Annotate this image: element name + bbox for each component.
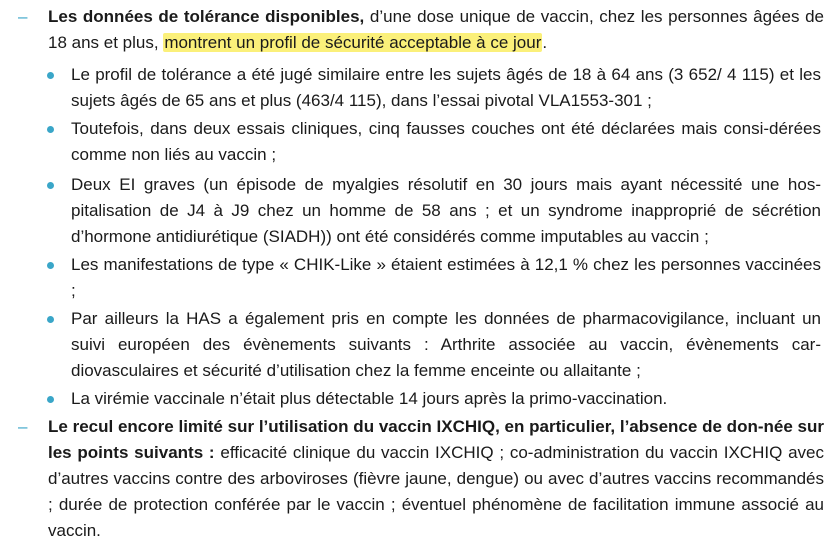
item-text: d’une dose unique de vaccin, chez les personnes âgées de 18 ans et plus,: [48, 7, 824, 52]
bullet-dot-icon: [47, 262, 54, 269]
dash-marker: –: [18, 417, 28, 436]
item-bold-heading: Les données de tolérance disponibles,: [48, 7, 365, 26]
sub-item-text: Toutefois, dans deux essais cliniques, cinq fausses couches ont été déclarées mais consi-dérées comme non liés au vaccin ;: [71, 119, 821, 164]
highlighted-text: montrent un profil de sécurité acceptable à ce jour: [164, 33, 542, 52]
item-paragraph: [48, 4, 824, 56]
sub-item-text: Le profil de tolérance a été jugé similaire entre les sujets âgés de 18 à 64 ans (3 652/ 4 115) et les sujets âgés de 65 ans et plus (463/4 115), dans l’essai pivotal VLA1553-301 ;: [71, 65, 821, 110]
sub-item-text: Par ailleurs la HAS a également pris en compte les données de pharmacovigilance, incluant un suivi européen des évènements suivants : Arthrite associée au vaccin, évènements car-diovasculaires et sécurité d’utilisation chez la femme enceinte ou allaitante ;: [71, 309, 821, 380]
sub-item-text: La virémie vaccinale n’était plus détectable 14 jours après la primo-vaccination.: [71, 389, 668, 408]
bullet-dot-icon: [47, 316, 54, 323]
bullet-dot-icon: [47, 182, 54, 189]
item-paragraph: [48, 414, 824, 544]
sub-item-text: Les manifestations de type « CHIK-Like » étaient estimées à 12,1 % chez les personnes vaccinées ;: [71, 255, 821, 300]
bullet-dot-icon: [47, 72, 54, 79]
item-bold-heading: Le recul encore limité sur l’utilisation du vaccin IXCHIQ, en particulier, l’absence de don-née sur les points suivants :: [48, 417, 824, 462]
item-text-end: .: [542, 33, 548, 52]
item-text: efficacité clinique du vaccin IXCHIQ ; co-administration du vaccin IXCHIQ avec d’autres vaccins contre des arboviroses (fièvre jaune, dengue) ou avec d’autres vaccins recommandés ; durée de protection conférée par le vaccin ; éventuel phénomène de facilitation immune associé au vaccin.: [48, 443, 824, 540]
dash-marker: –: [18, 7, 28, 26]
sub-item-text: Deux EI graves (un épisode de myalgies résolutif en 30 jours mais ayant nécessité une hos-pitalisation de J4 à J9 chez un homme de 58 ans ; et un syndrome inapproprié de sécrétion d’hormone antidiurétique (SIADH)) ont été considérés comme imputables au vaccin ;: [71, 175, 821, 246]
bullet-dot-icon: [47, 126, 54, 133]
bullet-dot-icon: [47, 396, 54, 403]
